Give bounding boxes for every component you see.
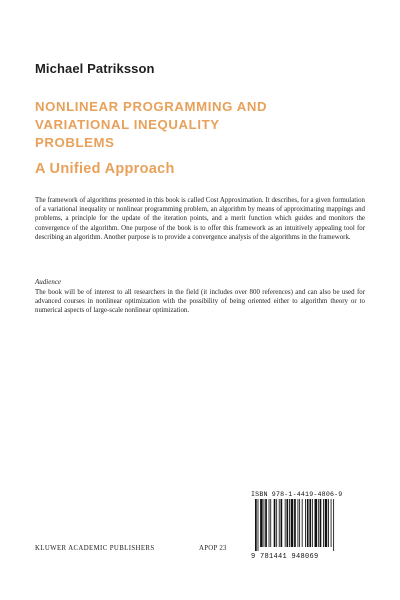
barcode-bar [289,499,290,547]
barcode-bar [255,499,257,551]
barcode-bar [281,499,283,547]
book-subtitle: A Unified Approach [35,161,175,177]
book-description: The framework of algorithms presented in this book is called Cost Approximation. It describes, for a given formulation of a variational inequality or nonlinear programming problem, an algorithm by means of approximating mappings and problems, a principle for the update of the iteration points, and a merit function which guides and monitors the convergence of the algorithm. One purpose of the book is to offer this framework as an intuitively appealing tool for describing an algorithm. Another purpose is to provide a convergence analysis of the algorithms in the framework. [35,197,365,241]
book-title [35,98,375,152]
barcode-bar [315,499,318,547]
author-name: Michael Patriksson [35,61,155,76]
barcode [251,499,371,551]
barcode-bar [274,499,276,547]
barcode-number: 9 781441 948069 [251,553,319,561]
audience-heading: Audience [35,278,62,286]
barcode-bar [260,499,263,547]
barcode-bar [294,499,296,547]
barcode-bar [269,499,270,547]
barcode-bar [276,499,277,547]
barcode-bar [298,499,299,547]
barcode-bar [320,499,322,547]
barcode-bar [279,499,280,547]
barcode-bar [286,499,288,547]
barcode-bar [299,499,300,547]
publisher-name: KLUWER ACADEMIC PUBLISHERS [35,545,155,552]
barcode-bar [325,499,328,547]
book-title-line: NONLINEAR PROGRAMMING AND [35,99,268,114]
barcode-bar [331,499,332,547]
barcode-bar [285,499,286,547]
barcode-graphic [251,499,371,551]
barcode-bar [302,499,303,547]
barcode-bar [307,499,309,547]
book-title-line: PROBLEMS [35,135,115,150]
barcode-bar [291,499,294,547]
barcode-bar [328,499,329,547]
barcode-bar [333,499,334,551]
barcode-bar [265,499,267,547]
barcode-bar [270,499,271,547]
barcode-bar [312,499,313,547]
series-number: APOP 23 [199,545,227,552]
barcode-bar [258,499,259,551]
audience-description: The book will be of interest to all researchers in the field (it includes over 800 references) and can also be used for advanced courses in nonlinear optimization with the possibility of being oriented either to algorithm theory or to numerical aspects of large-scale nonlinear optimization. [35,289,365,315]
barcode-bar [305,499,306,547]
isbn-label: ISBN 978-1-4419-4806-9 [251,491,343,498]
barcode-bar [309,499,311,547]
barcode-bar [323,499,324,547]
barcode-bar [318,499,319,547]
book-title-line: VARIATIONAL INEQUALITY [35,117,220,132]
barcode-bar [264,499,265,547]
